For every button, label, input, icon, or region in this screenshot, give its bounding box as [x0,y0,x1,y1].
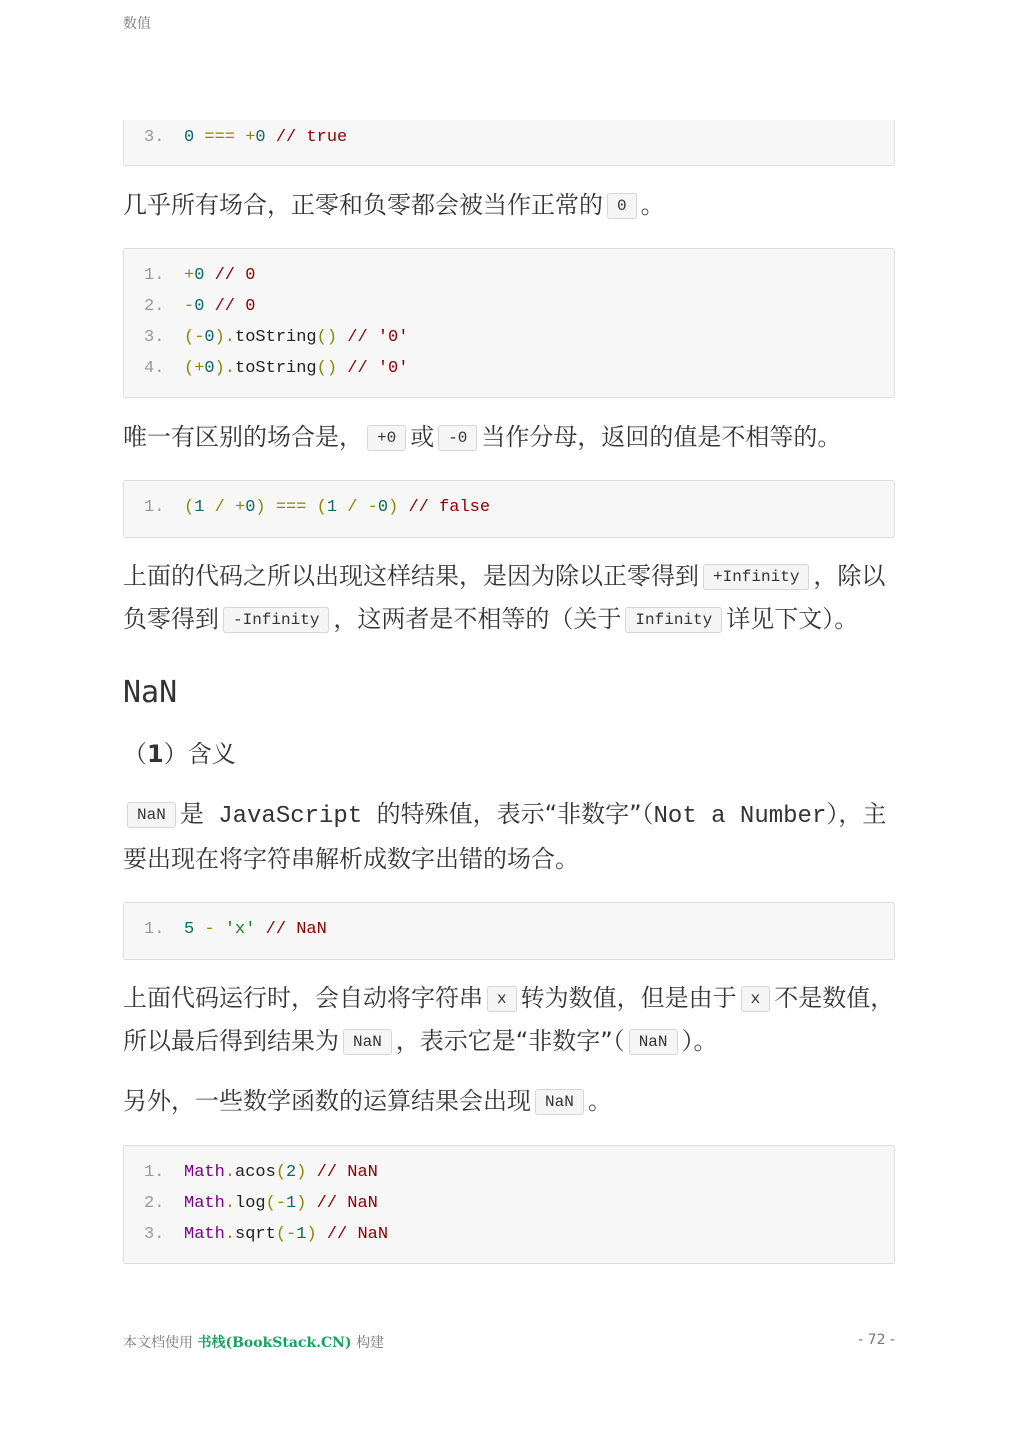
line-number: 1. [144,266,165,285]
page-header: 数值 [123,16,151,32]
line-number: 3. [144,1225,165,1244]
heading-text: （ [123,740,147,768]
code-token: . [224,1225,236,1244]
code-token: - [275,1194,287,1213]
code-token: - [367,498,378,517]
footer-text: 构建 [356,1335,385,1351]
paragraph-text: 。 [640,191,665,219]
line-number: 2. [144,297,165,316]
code-block [123,1145,895,1264]
inline-code: -0 [438,425,477,451]
code-token: 'x' [224,920,256,939]
footer-brand-link[interactable]: 书栈(BookStack.CN) [197,1335,352,1351]
code-token: log [235,1194,266,1213]
code-token: ) [306,1225,317,1244]
code-line [144,291,874,322]
code-line [144,1188,874,1219]
heading-number: 1 [147,740,164,768]
paragraph-text: 详见下文）。 [726,605,859,633]
line-number: 3. [144,128,165,147]
code-token: 1 [286,1194,297,1213]
line-number: 1. [144,498,165,517]
paragraph [123,555,895,641]
document-content [123,120,895,1264]
code-token: 1 [194,498,205,517]
inline-code: +0 [367,425,406,451]
paragraph [123,1080,895,1123]
code-token: 0 [245,498,256,517]
paragraph-text: Not a Number [653,803,827,830]
code-token: acos [235,1163,276,1182]
code-token: === [265,498,317,517]
inline-code: NaN [629,1029,678,1055]
code-token: 0 [194,297,205,316]
code-token: // NaN [306,1194,378,1213]
code-token: ( [275,1225,287,1244]
code-token: ( [184,498,195,517]
code-token: // true [265,128,348,147]
code-token: ( [184,328,195,347]
code-token: / [204,498,236,517]
code-token: - [194,920,225,939]
code-block [123,902,895,960]
line-number: 3. [144,328,165,347]
paragraph-text: 几乎所有场合，正零和负零都会被当作正常的 [123,191,603,219]
paragraph-text: ，这两者是不相等的（关于 [333,605,622,633]
paragraph-text: 是 [179,800,204,828]
code-token: ( [184,359,195,378]
code-block [123,480,895,538]
inline-code: NaN [343,1029,392,1055]
code-token: ) [255,498,266,517]
code-token: 0 [184,128,195,147]
footer-text: 本文档使用 [123,1335,193,1351]
paragraph-text: 上面代码运行时，会自动将字符串 [123,984,483,1012]
inline-code: NaN [535,1089,584,1115]
code-block [123,120,895,166]
code-token: ) [296,1194,307,1213]
code-token: sqrt [235,1225,276,1244]
heading-text: ） [163,740,188,768]
code-token: ) [296,1163,307,1182]
code-line [144,492,874,523]
page-number: - 72 - [858,1332,895,1348]
paragraph-text: ），主要出现在将字符串解析成数字出错的场合。 [123,800,887,873]
code-token: 2 [286,1163,297,1182]
code-token: + [194,359,205,378]
line-number: 1. [144,1163,165,1182]
inline-code: -Infinity [223,607,329,633]
code-token: - [194,328,205,347]
code-token: ). [214,359,236,378]
code-token: // '0' [337,359,409,378]
code-token: === [194,128,246,147]
subsection-heading [123,734,895,769]
code-token: + [245,128,256,147]
code-token: // 0 [204,297,256,316]
code-token: 0 [255,128,266,147]
code-token: 1 [326,498,338,517]
code-token: / [337,498,368,517]
code-line [144,1157,874,1188]
code-token: 0 [204,359,215,378]
code-line [144,914,874,945]
code-token: ( [316,498,327,517]
code-token: // NaN [306,1163,378,1182]
code-token: 0 [194,266,205,285]
paragraph-text: 当作分母，返回的值是不相等的。 [481,423,842,451]
code-token: () [316,359,338,378]
paragraph [123,793,895,880]
code-token: - [184,297,195,316]
paragraph-text: 或 [410,423,435,451]
inline-code: 0 [607,193,637,219]
code-token: 1 [296,1225,307,1244]
page-footer [123,1332,895,1352]
paragraph-text: 唯一有区别的场合是， [123,423,363,451]
code-token: () [316,328,338,347]
code-line [144,122,874,153]
code-line [144,322,874,353]
paragraph-text: ，表示它是“非数字”（ [395,1027,625,1055]
code-token: toString [235,328,317,347]
code-token: ). [214,328,236,347]
code-line [144,260,874,291]
code-token: // 0 [204,266,256,285]
code-token: Math [184,1225,225,1244]
code-token: // '0' [337,328,409,347]
code-token: // false [398,498,491,517]
inline-code: x [487,986,517,1012]
code-token: 0 [377,498,389,517]
paragraph-text: 另外，一些数学函数的运算结果会出现 [123,1087,531,1115]
code-token: // NaN [255,920,327,939]
code-token: ( [265,1194,276,1213]
code-block [123,248,895,398]
inline-code: +Infinity [703,564,809,590]
paragraph-text: 不是数值，所以最后得到结果为 [123,984,895,1055]
heading-text: 含义 [187,740,236,768]
paragraph-text: 。 [587,1087,612,1115]
paragraph [123,184,895,227]
paragraph [123,416,895,459]
code-token: - [286,1225,297,1244]
code-line [144,353,874,384]
code-token: Math [184,1194,225,1213]
code-token: + [184,266,195,285]
inline-code: NaN [127,802,176,828]
code-token: + [235,498,246,517]
code-token: 0 [204,328,215,347]
paragraph-text: 的特殊值，表示“非数字”（ [376,800,654,828]
section-heading: NaN [123,675,178,710]
paragraph-text: ，除以负零得到 [123,562,886,633]
code-token: ) [388,498,399,517]
line-number: 4. [144,359,165,378]
line-number: 1. [144,920,165,939]
code-line [144,1219,874,1250]
paragraph-text: JavaScript [203,803,377,830]
code-token: . [224,1194,236,1213]
paragraph-text: 上面的代码之所以出现这样结果，是因为除以正零得到 [123,562,699,590]
code-token: Math [184,1163,225,1182]
inline-code: Infinity [625,607,722,633]
paragraph-text: ）。 [681,1027,718,1055]
paragraph [123,977,895,1063]
line-number: 2. [144,1194,165,1213]
code-token: // NaN [316,1225,389,1244]
code-token: 5 [184,920,195,939]
code-token: ( [275,1163,287,1182]
paragraph-text: 转为数值，但是由于 [520,984,737,1012]
code-token: . [224,1163,236,1182]
code-token: toString [235,359,317,378]
inline-code: x [741,986,771,1012]
